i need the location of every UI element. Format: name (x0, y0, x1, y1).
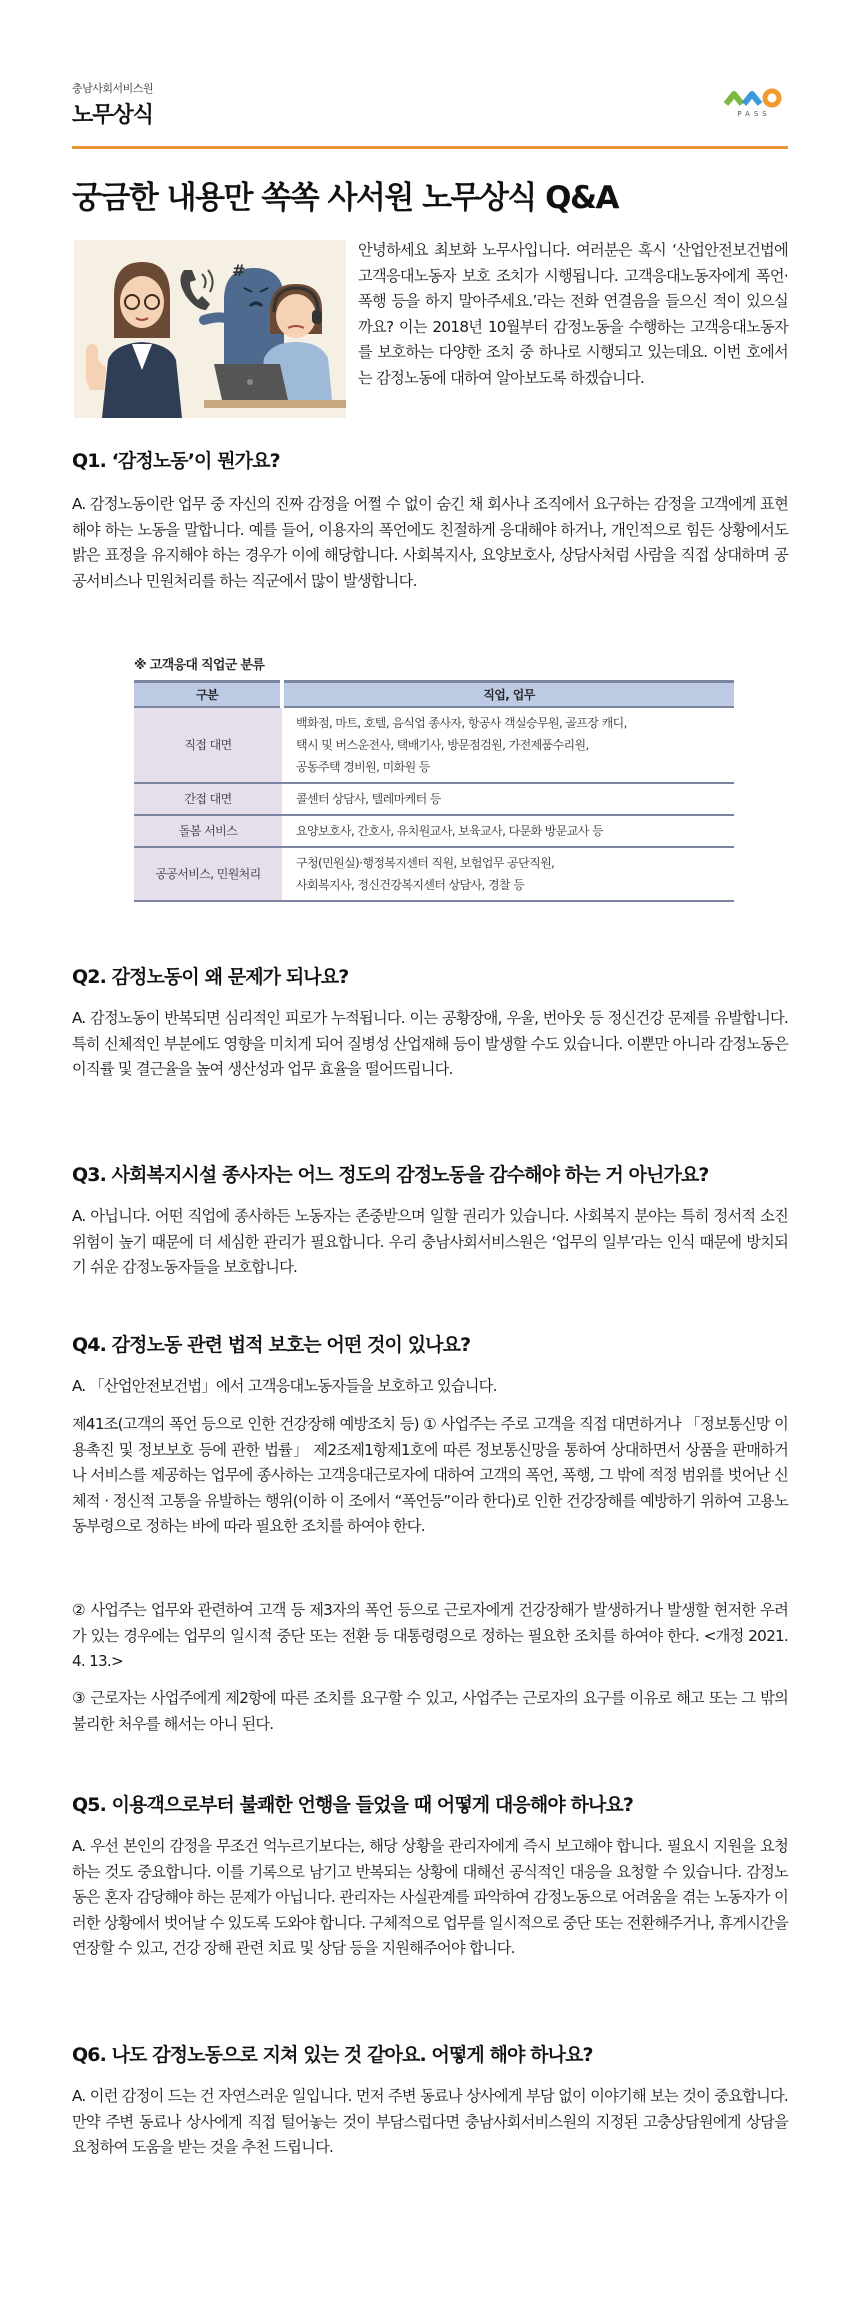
job-line: 구청(민원실)·행정복지센터 직원, 보험업무 공단직원, (296, 855, 555, 870)
table-header-row (134, 682, 734, 707)
occupation-table (134, 680, 734, 902)
question-heading: Q3. 사회복지시설 종사자는 어느 정도의 감정노동을 감수해야 하는 거 아닌가요? (72, 1164, 709, 1186)
table-row (134, 847, 734, 901)
answer-paragraph: A. 이런 감정이 드는 건 자연스러운 일입니다. 먼저 주변 동료나 상사에게 부담 없이 이야기해 보는 것이 중요합니다. 만약 주변 동료나 상사에게 직접 털어놓는 것이 부담스럽다면 충남사회서비스원의 지정된 고충상담원에게 상담을 요청하여 도움을 받는 것을 추천 드립니다. (72, 2087, 788, 2156)
page-header (72, 80, 788, 150)
intro-paragraph: 안녕하세요 최보화 노무사입니다. 여러분은 혹시 ‘산업안전보건법에 고객응대노동자 보호 조치가 시행됩니다. 고객응대노동자에게 폭언·폭행 등을 하지 말아주세요.’라는 전화 연결음을 들으신 적이 있으실까요? 이는 2018년 10월부터 감정노동을 수행하는 고객응대노동자를 보호하는 다양한 조치 중 하나로 시행되고 있는데요. 이번 호에서는 감정노동에 대하여 알아보도록 하겠습니다. (358, 241, 788, 387)
section-title: 노무상식 (72, 103, 154, 128)
answer-paragraph: A. 감정노동이란 업무 중 자신의 진짜 감정을 어쩔 수 없이 숨긴 채 회사나 조직에서 요구하는 감정을 고객에게 표현해야 하는 노동을 말합니다. 예를 들어, 이용자의 폭언에도 친절하게 응대해야 하거나, 개인적으로 힘든 상황에서도 밝은 표정을 유지해야 하는 경우가 이에 해당합니다. 사회복지사, 요양보호사, 상담사처럼 사람을 직접 상대하며 공공서비스나 민원처리를 하는 직군에서 많이 발생합니다. (72, 495, 788, 590)
job-line: 공동주택 경비원, 미화원 등 (296, 759, 430, 774)
question-heading: Q2. 감정노동이 왜 문제가 되나요? (72, 966, 349, 988)
table-caption: ※ 고객응대 직업군 분류 (134, 658, 265, 673)
answer-paragraph: A. 「산업안전보건법」에서 고객응대노동자들을 보호하고 있습니다. (72, 1377, 497, 1395)
law-article-clause-1: 제41조(고객의 폭언 등으로 인한 건강장해 예방조치 등) ① 사업주는 주로 고객을 직접 대면하거나 「정보통신망 이용촉진 및 정보보호 등에 관한 법률」 제2조제1항제1호에 따른 정보통신망을 통하여 상대하면서 상품을 판매하거나 서비스를 제공하는 업무에 종사하는 고객응대근로자에 대하여 고객의 폭언, 폭행, 그 밖에 적정 범위를 벗어난 신체적 · 정신적 고통을 유발하는 행위(이하 이 조에서 “폭언등”이라 한다)로 인한 건강장해를 예방하기 위하여 고용노동부령으로 정하는 바에 따라 필요한 조치를 하여야 한다. (72, 1415, 788, 1535)
table-row (134, 783, 734, 815)
logo-text: PASS (737, 110, 771, 118)
table-cell-category: 돌봄 서비스 (134, 815, 282, 847)
table-cell-jobs (282, 707, 734, 783)
job-line: 사회복지사, 정신건강복지센터 상담사, 경찰 등 (296, 877, 525, 892)
answer-paragraph: A. 아닙니다. 어떤 직업에 종사하든 노동자는 존중받으며 일할 권리가 있습니다. 사회복지 분야는 특히 정서적 소진 위험이 높기 때문에 더 세심한 관리가 필요합니다. 우리 충남사회서비스원은 ‘업무의 일부’라는 인식 때문에 방치되기 쉬운 감정노동자들을 보호합니다. (72, 1207, 788, 1276)
pass-logo (722, 84, 786, 124)
question-heading: Q4. 감정노동 관련 법적 보호는 어떤 것이 있나요? (72, 1334, 471, 1356)
table-cell-category: 직접 대면 (134, 707, 282, 783)
answer-paragraph: A. 감정노동이 반복되면 심리적인 피로가 누적됩니다. 이는 공황장애, 우울, 번아웃 등 정신건강 문제를 유발합니다. 특히 신체적인 부분에도 영향을 미치게 되어 질병성 산업재해 등이 발생할 수도 있습니다. 이뿐만 아니라 감정노동은 이직률 및 결근율을 높여 생산성과 업무 효율을 떨어뜨립니다. (72, 1009, 788, 1078)
answer-paragraph: A. 우선 본인의 감정을 무조건 억누르기보다는, 해당 상황을 관리자에게 즉시 보고해야 합니다. 필요시 지원을 요청하는 것도 중요합니다. 이를 기록으로 남기고 반복되는 상황에 대해선 공식적인 대응을 요청할 수 있습니다. 감정노동은 혼자 감당해야 하는 문제가 아닙니다. 관리자는 사실관계를 파악하여 감정노동으로 어려움을 겪는 노동자가 이러한 상황에서 벗어날 수 있도록 도와야 합니다. 구체적으로 업무를 일시적으로 중단 또는 전환해주거나, 휴게시간을 연장할 수 있고, 건강 장해 관련 치료 및 상담 등을 지원해주어야 합니다. (72, 1837, 788, 1957)
intro-illustration (74, 240, 346, 418)
svg-text:#: # (232, 261, 246, 280)
table-cell-category: 공공서비스, 민원처리 (134, 847, 282, 901)
table-row (134, 707, 734, 783)
illustration-image (74, 240, 346, 418)
job-line: 요양보호사, 간호사, 유치원교사, 보육교사, 다문화 방문교사 등 (296, 823, 603, 838)
pass-logo-icon (722, 84, 786, 110)
page-title: 궁금한 내용만 쏙쏙 사서원 노무상식 Q&A (72, 180, 619, 216)
organization-name: 충남사회서비스원 (72, 82, 154, 95)
job-line: 백화점, 마트, 호텔, 음식업 종사자, 항공사 객실승무원, 골프장 캐디, (296, 715, 627, 730)
table-cell-category: 간접 대면 (134, 783, 282, 815)
table-cell-jobs (282, 847, 734, 901)
question-heading: Q6. 나도 감정노동으로 지쳐 있는 것 같아요. 어떻게 해야 하나요? (72, 2044, 593, 2066)
table-cell-jobs (282, 815, 734, 847)
question-heading: Q5. 이용객으로부터 불쾌한 언행을 들었을 때 어떻게 대응해야 하나요? (72, 1794, 633, 1816)
column-header: 직업, 업무 (282, 682, 734, 707)
law-article-clause-3: ③ 근로자는 사업주에게 제2항에 따른 조치를 요구할 수 있고, 사업주는 근로자의 요구를 이유로 해고 또는 그 밖의 불리한 처우를 해서는 아니 된다. (72, 1689, 788, 1733)
table-cell-jobs (282, 783, 734, 815)
table-row (134, 815, 734, 847)
header-divider (72, 146, 788, 149)
column-header: 구분 (134, 682, 282, 707)
job-line: 콜센터 상담사, 텔레마케터 등 (296, 791, 441, 806)
law-article-clause-2: ② 사업주는 업무와 관련하여 고객 등 제3자의 폭언 등으로 근로자에게 건강장해가 발생하거나 발생할 현저한 우려가 있는 경우에는 업무의 일시적 중단 또는 전환 등 대통령령으로 정하는 필요한 조치를 하여야 한다. <개정 2021. 4. 13.> (72, 1601, 788, 1670)
job-line: 택시 및 버스운전사, 택배기사, 방문점검원, 가전제품수리원, (296, 737, 589, 752)
question-heading: Q1. ‘감정노동’이 뭔가요? (72, 450, 280, 472)
